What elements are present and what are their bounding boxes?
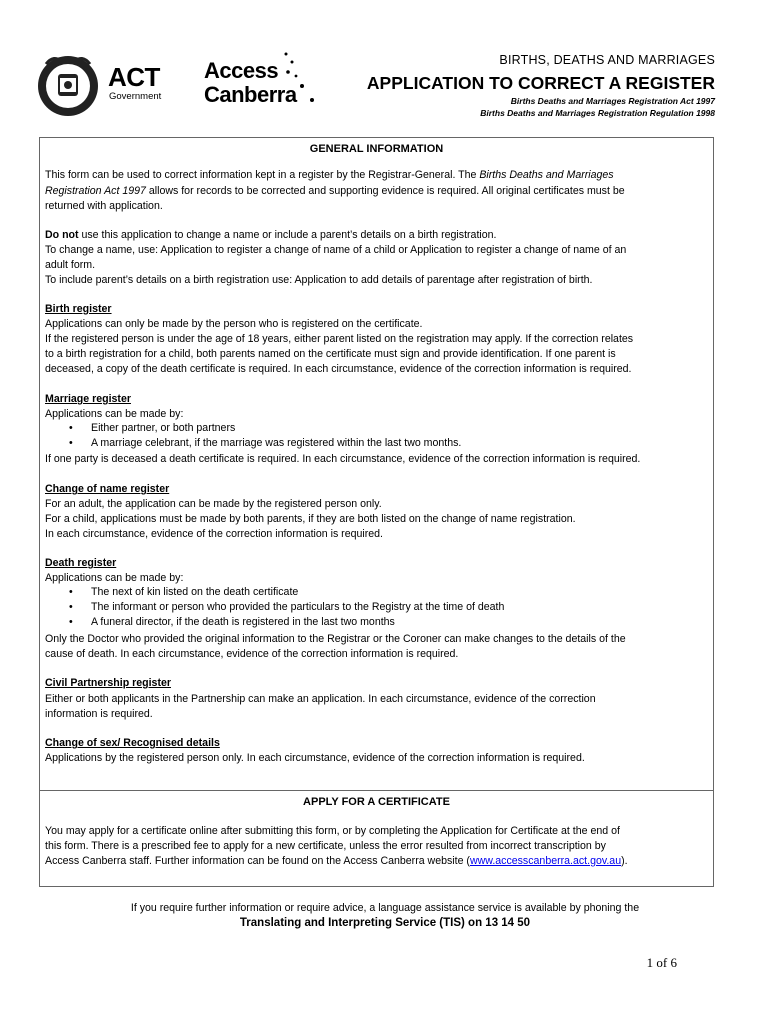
access-canberra-website-link[interactable]: www.accesscanberra.act.gov.au <box>469 855 622 867</box>
marriage-line-2: If one party is deceased a death certificate is required. In each circumstance, evidence of the correction information is required. <box>45 453 641 465</box>
regulation-reference: Births Deaths and Marriages Registration Regulation 1998 <box>480 108 715 118</box>
marriage-bullet-2: A marriage celebrant, if the marriage was registered within the last two months. <box>91 437 462 449</box>
civil-line-1: Either or both applicants in the Partnership can make an application. In each circumstance, evidence of the correction <box>45 693 596 705</box>
civil-line-2: information is required. <box>45 708 153 720</box>
act-logo-subtext: Government <box>109 91 162 102</box>
act-reference: Births Deaths and Marriages Registration Act 1997 <box>510 96 715 106</box>
death-bullet-2: The informant or person who provided the particulars to the Registry at the time of death <box>91 601 505 613</box>
change-name-line-2: adult form. <box>45 259 96 271</box>
death-line-2: Only the Doctor who provided the original information to the Registrar or the Coroner can make changes to the details of the <box>45 633 626 645</box>
name-line-1: For an adult, the application can be made by the registered person only. <box>45 498 382 510</box>
intro-line-2 <box>45 184 625 199</box>
act-coat-of-arms-icon <box>36 50 100 118</box>
name-line-2: For a child, applications must be made by both parents, if they are both listed on the change of name registration. <box>45 513 576 525</box>
department-name: BIRTHS, DEATHS AND MARRIAGES <box>499 53 715 67</box>
general-information-title: GENERAL INFORMATION <box>309 143 444 155</box>
change-of-name-heading: Change of name register <box>45 483 170 495</box>
apply-certificate-title: APPLY FOR A CERTIFICATE <box>303 796 450 808</box>
bullet-icon: • <box>69 601 73 613</box>
death-register-heading: Death register <box>45 557 117 569</box>
birth-line-3: to a birth registration for a child, both parents named on the certificate must sign and provide identification. If one parent is <box>45 348 616 360</box>
bullet-icon: • <box>69 586 73 598</box>
act-government-logo <box>36 50 196 122</box>
marriage-register-heading: Marriage register <box>45 393 131 405</box>
change-of-sex-heading: Change of sex/ Recognised details <box>45 737 220 749</box>
parent-details-line: To include parent’s details on a birth registration use: Application to add details of parentage after registration of birth. <box>45 274 593 286</box>
act-name-italic: Births Deaths and Marriages <box>479 169 614 181</box>
birth-register-heading: Birth register <box>45 303 112 315</box>
apply-line-1: You may apply for a certificate online after submitting this form, or by completing the Application for Certificate at the end of <box>45 825 620 837</box>
access-canberra-logo <box>204 50 324 110</box>
tis-phone-line: Translating and Interpreting Service (TIS) on 13 14 50 <box>239 917 531 929</box>
birth-line-4: deceased, a copy of the death certificate is required. In each circumstance, evidence of the correction information is required. <box>45 363 632 375</box>
do-not-text: use this application to change a name or include a parent’s details on a birth registration. <box>78 229 497 241</box>
access-canberra-logo-line1: Access <box>204 58 279 83</box>
intro-text: allows for records to be corrected and supporting evidence is required. All original certificates must be <box>145 185 625 197</box>
birth-line-1: Applications can only be made by the person who is registered on the certificate. <box>45 318 423 330</box>
page-number: 1 of 6 <box>646 955 677 970</box>
name-line-3: In each circumstance, evidence of the correction information is required. <box>45 528 383 540</box>
intro-line-3: returned with application. <box>45 200 163 212</box>
language-assistance-note: If you require further information or require advice, a language assistance service is available by phoning the <box>130 902 640 914</box>
access-canberra-logo-line2: Canberra <box>204 82 297 107</box>
sex-line-1: Applications by the registered person only. In each circumstance, evidence of the correction information is required. <box>45 752 585 764</box>
stars-icon <box>282 50 322 110</box>
birth-line-2: If the registered person is under the age of 18 years, either parent listed on the registration may apply. If the correction relates <box>45 333 634 345</box>
apply-text: Access Canberra staff. Further information can be found on the Access Canberra website ( <box>45 855 470 867</box>
do-not-bold: Do not <box>45 229 79 241</box>
intro-text: This form can be used to correct information kept in a register by the Registrar-General. The <box>45 169 480 181</box>
bullet-icon: • <box>69 437 73 449</box>
act-name-italic: Registration Act 1997 <box>45 185 146 197</box>
death-bullet-1: The next of kin listed on the death certificate <box>91 586 299 598</box>
bullet-icon: • <box>69 616 73 628</box>
bullet-icon: • <box>69 422 73 434</box>
do-not-line <box>45 228 496 243</box>
marriage-bullet-1: Either partner, or both partners <box>91 422 236 434</box>
civil-partnership-heading: Civil Partnership register <box>45 677 171 689</box>
change-name-line-1: To change a name, use: Application to register a change of name of a child or Application to register a change of name of an <box>45 244 627 256</box>
death-bullet-3: A funeral director, if the death is registered in the last two months <box>91 616 395 628</box>
apply-line-3 <box>45 854 628 869</box>
marriage-line-1: Applications can be made by: <box>45 408 184 420</box>
apply-line-2: this form. There is a prescribed fee to apply for a new certificate, unless the error resulted from incorrect transcription by <box>45 840 606 852</box>
apply-text-end: ). <box>621 855 628 867</box>
intro-line-1 <box>45 168 614 183</box>
act-logo-text: ACT <box>108 62 160 92</box>
death-line-1: Applications can be made by: <box>45 572 184 584</box>
form-title: APPLICATION TO CORRECT A REGISTER <box>366 73 715 93</box>
death-line-3: cause of death. In each circumstance, evidence of the correction information is required. <box>45 648 459 660</box>
